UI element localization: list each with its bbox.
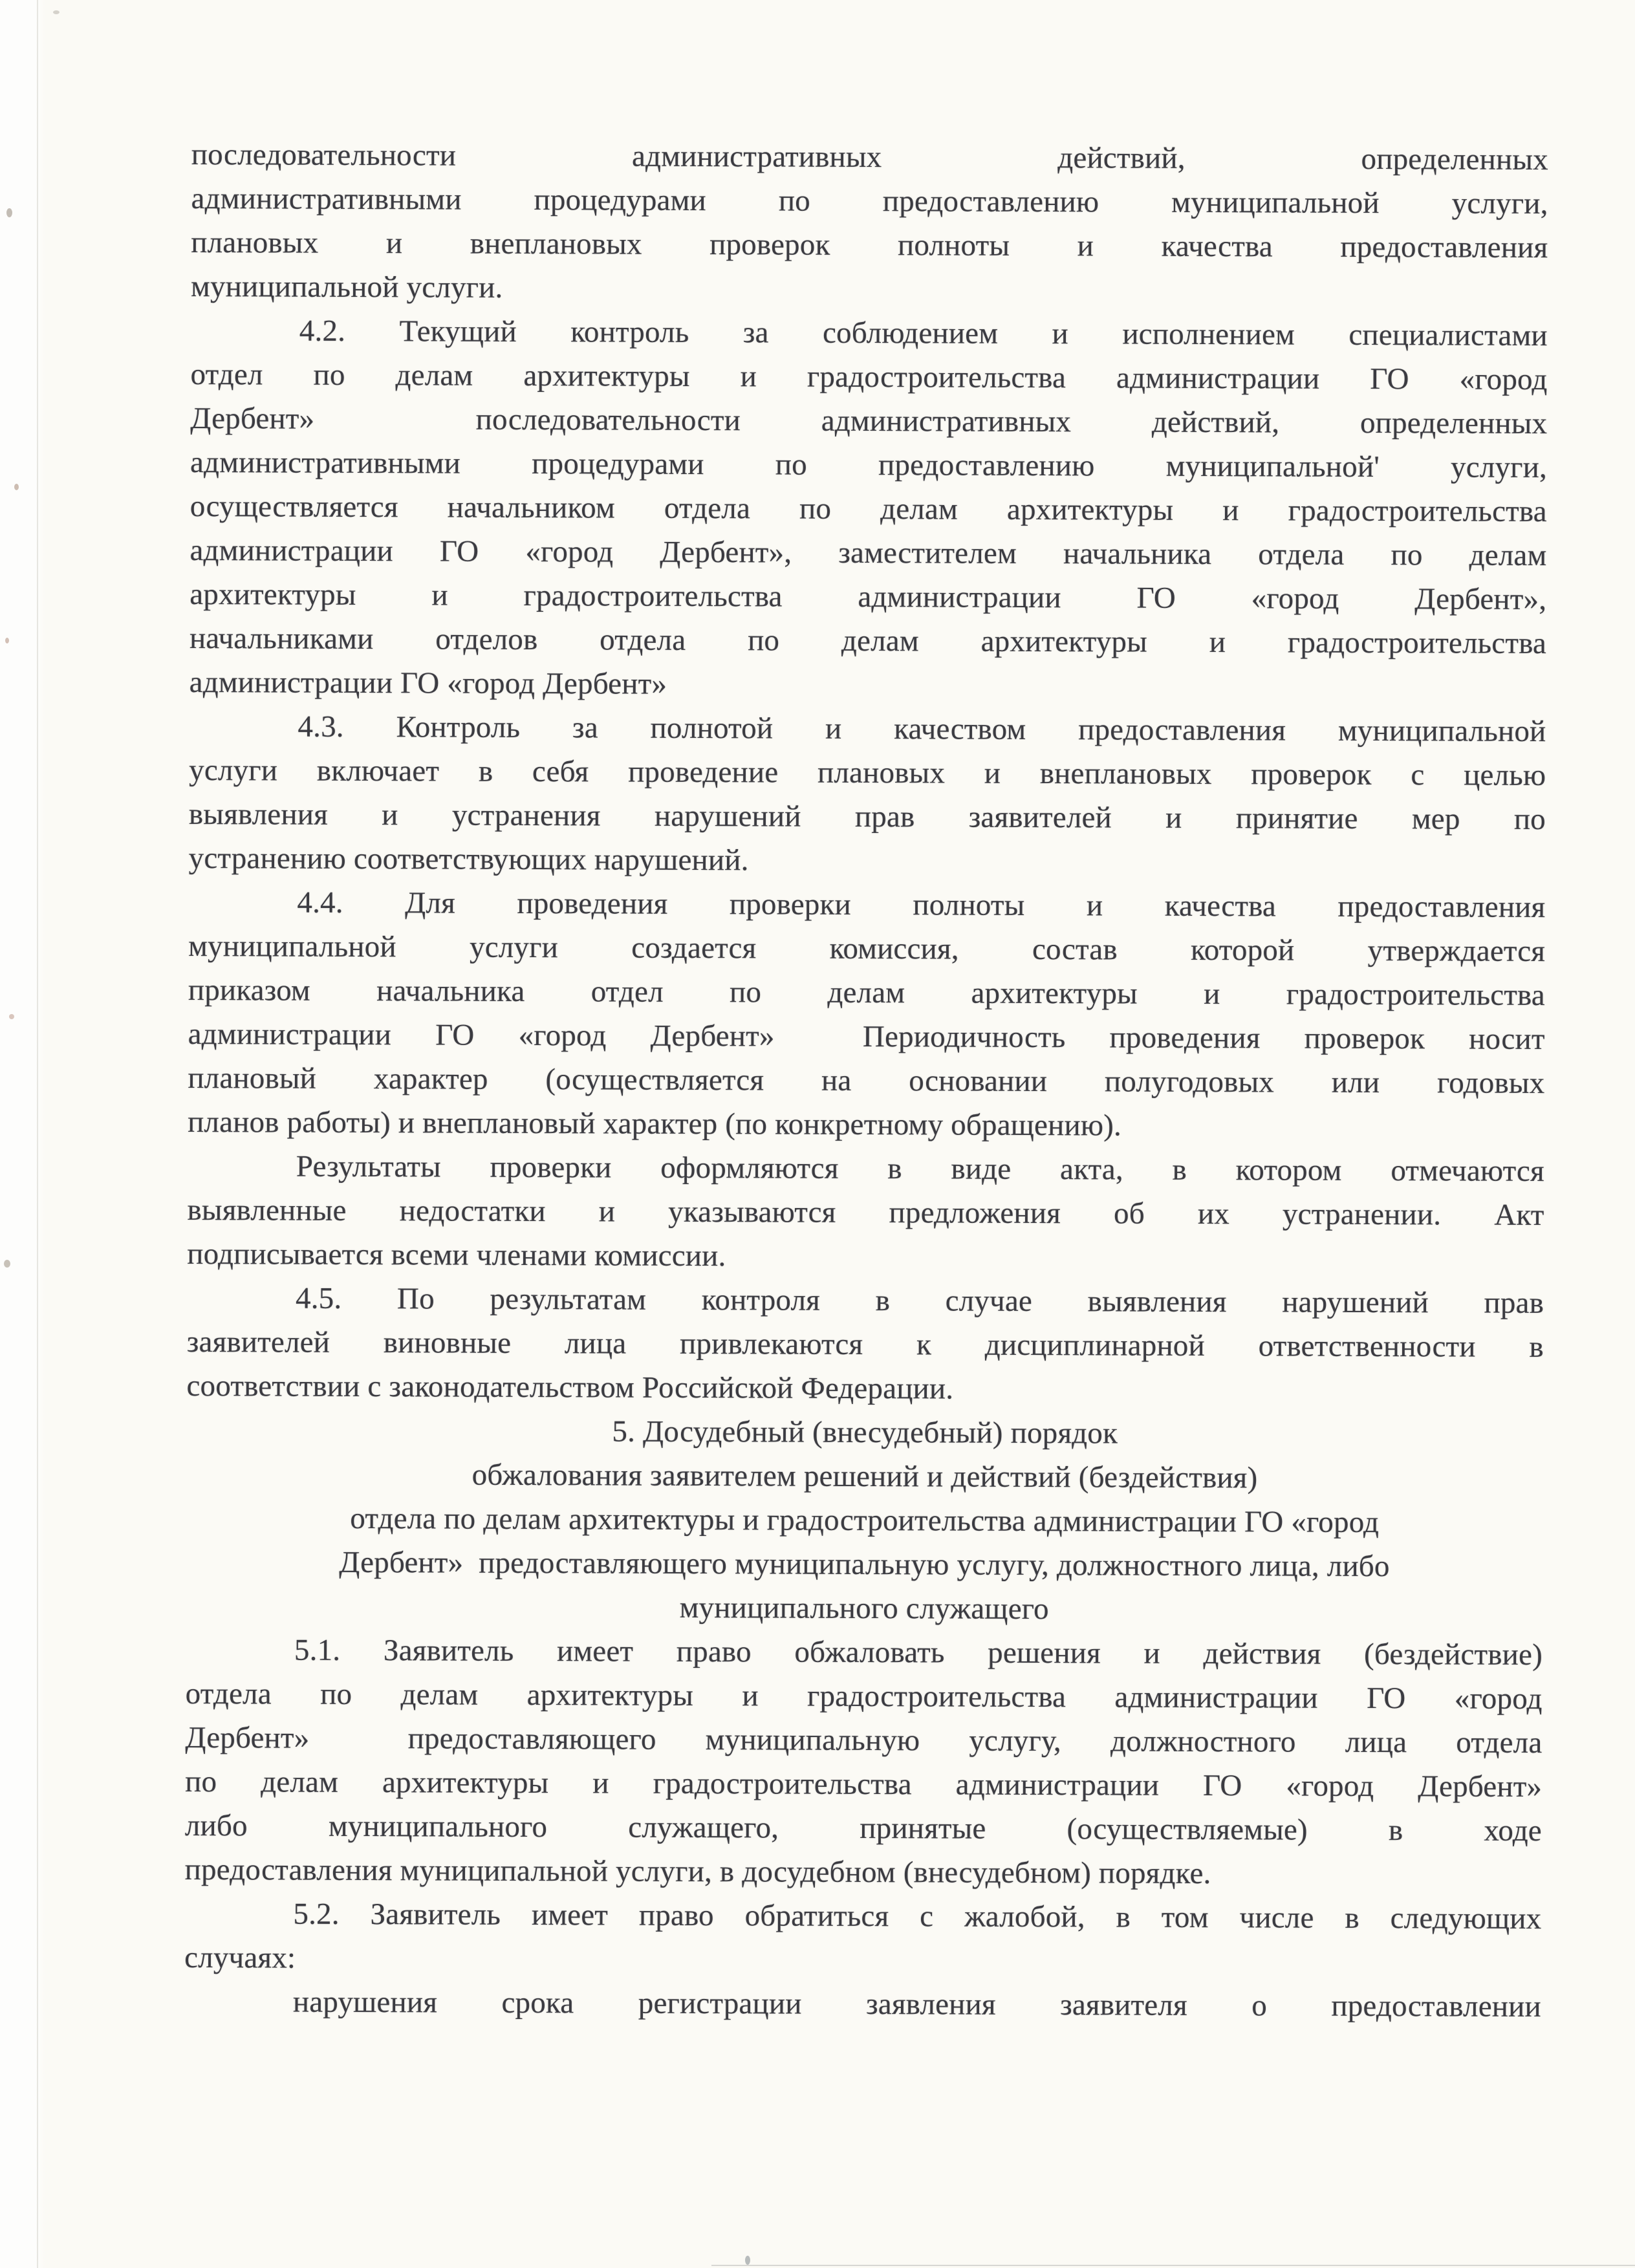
text-line: административными процедурами по предоставлению муниципальной' услуги, — [189, 445, 1548, 485]
text-line: муниципальной услуги создается комиссия, состав которой утверждается — [188, 929, 1546, 969]
text-line: архитектуры и градостроительства администрации ГО «город Дербент», — [189, 577, 1547, 617]
text-line: выявления и устранения нарушений прав заявителей и принятие мер по — [188, 797, 1546, 837]
document-text — [184, 133, 1548, 2029]
paragraph-results-act — [187, 1144, 1544, 1281]
scan-speck — [14, 484, 19, 490]
scan-edge-artifact — [711, 2265, 1635, 2266]
heading-section-5 — [186, 1408, 1543, 1633]
text-line: обжалования заявителем решений и действий (бездействия) — [471, 1458, 1258, 1495]
text-line: Дербент» последовательности административных действий, определенных — [190, 401, 1548, 441]
paragraph-4-5 — [186, 1276, 1544, 1413]
text-line: Результаты проверки оформляются в виде акта, в котором отмечаются — [296, 1149, 1544, 1189]
text-line: 5. Досудебный (внесудебный) порядок — [612, 1414, 1118, 1451]
scan-speck — [6, 208, 12, 217]
text-line: предоставления муниципальной услуги, в досудебном (внесудебном) порядке. — [184, 1852, 1211, 1891]
text-line: отдела по делам архитектуры и градостроительства администрации ГО «город — [350, 1501, 1380, 1540]
text-line: осуществляется начальником отдела по делам архитектуры и градостроительства — [189, 489, 1547, 529]
text-line: 4.4. Для проведения проверки полноты и качества предоставления — [297, 885, 1546, 925]
text-line: приказом начальника отдел по делам архитектуры и градостроительства — [188, 973, 1545, 1013]
paragraph-5-2 — [184, 1892, 1542, 1985]
text-line: 5.1. Заявитель имеет право обжаловать решения и действия (бездействие) — [294, 1633, 1543, 1672]
paragraph-4-1-continuation — [191, 133, 1548, 314]
text-line: 4.3. Контроль за полнотой и качеством предоставления муниципальной — [298, 709, 1546, 749]
scan-speck — [5, 638, 9, 643]
text-line: отдел по делам архитектуры и градостроительства администрации ГО «город — [190, 357, 1548, 397]
text-line: случаях: — [184, 1940, 296, 1975]
paragraph-4-2 — [189, 308, 1548, 709]
text-line: администрации ГО «город Дербент» Периодичность проведения проверок носит — [188, 1017, 1545, 1057]
text-line: планов работы) и внеплановый характер (по конкретному обращению). — [188, 1105, 1122, 1143]
scan-speck — [53, 10, 60, 14]
text-line: плановый характер (осуществляется на основании полугодовых или годовых — [188, 1061, 1545, 1101]
text-line: отдела по делам архитектуры и градостроительства администрации ГО «город — [185, 1676, 1543, 1716]
scan-crease-line — [37, 0, 38, 2268]
text-line: последовательности административных действий, определенных — [191, 137, 1548, 177]
text-line: Дербент» предоставляющего муниципальную услугу, должностного лица отдела — [185, 1720, 1543, 1760]
text-line: по делам архитектуры и градостроительства администрации ГО «город Дербент» — [185, 1764, 1543, 1804]
text-line: административными процедурами по предоставлению муниципальной услуги, — [191, 181, 1548, 221]
text-line: Дербент» предоставляющего муниципальную услугу, должностного лица, либо — [339, 1545, 1390, 1584]
text-line: соответствии с законодательством Российской Федерации. — [186, 1368, 954, 1406]
text-line: муниципального служащего — [679, 1590, 1049, 1626]
text-line: плановых и внеплановых проверок полноты и качества предоставления — [191, 225, 1548, 265]
scan-speck — [9, 1014, 14, 1019]
text-line: устранению соответствующих нарушений. — [188, 841, 749, 878]
paragraph-4-3 — [189, 704, 1546, 885]
text-line: выявленные недостатки и указываются предложения об их устранении. Акт — [187, 1193, 1544, 1233]
text-line: муниципальной услуги. — [190, 269, 503, 305]
text-line: услуги включает в себя проведение плановых и внеплановых проверок с целью — [189, 753, 1546, 793]
text-line: либо муниципального служащего, принятые (осуществляемые) в ходе — [184, 1808, 1543, 1848]
text-line: начальниками отделов отдела по делам архитектуры и градостроительства — [189, 621, 1547, 661]
text-line: 4.5. По результатам контроля в случае выявления нарушений прав — [295, 1281, 1544, 1321]
paragraph-4-4 — [188, 880, 1546, 1149]
text-line: администрации ГО «город Дербент» — [189, 665, 667, 701]
text-line: 4.2. Текущий контроль за соблюдением и исполнением специалистами — [299, 314, 1548, 353]
paragraph-5-1 — [185, 1628, 1543, 1897]
text-line: заявителей виновные лица привлекаются к дисциплинарной ответственности в — [186, 1324, 1544, 1365]
scan-speck — [4, 1260, 10, 1268]
text-line: 5.2. Заявитель имеет право обратиться с жалобой, в том числе в следующих — [293, 1897, 1542, 1936]
scan-speck — [745, 2256, 750, 2265]
text-line: нарушения срока регистрации заявления заявителя о предоставлении — [292, 1985, 1541, 2024]
paragraph-5-2-case-1 — [184, 1980, 1541, 2029]
text-line: администрации ГО «город Дербент», заместителем начальника отдела по делам — [189, 533, 1547, 573]
text-line: подписывается всеми членами комиссии. — [187, 1237, 726, 1273]
